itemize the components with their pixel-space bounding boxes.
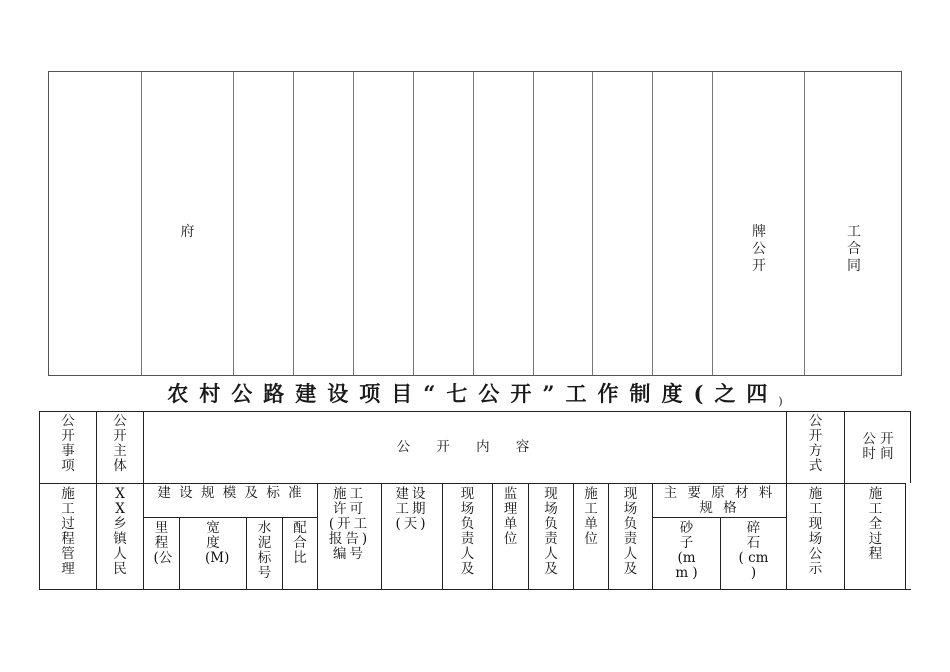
header-subject: 公开主体 [96, 411, 143, 483]
lower-table-right-border [905, 483, 906, 590]
row-construction-unit: 施工单位 [573, 483, 608, 590]
material-title: 主 要 原 材 料 规 格 [652, 483, 786, 517]
row-method: 施工现场公示 [786, 483, 844, 590]
header-time: 公 开 时 间 [844, 411, 911, 483]
upper-col-1 [49, 72, 141, 375]
title-main: 农村公路建设项目“七公开”工作制度(之四 [167, 381, 779, 406]
upper-col-9 [592, 72, 652, 375]
upper-col-2-text: 府 [180, 224, 195, 240]
upper-col-6 [413, 72, 473, 375]
upper-col-11-text: 牌公开 [752, 224, 766, 274]
title-tail: ) [778, 395, 783, 408]
upper-col-12-text: 工合同 [847, 224, 861, 274]
scale-mix: 配合比 [282, 517, 317, 590]
row-site-person-1: 现场负责人及 [442, 483, 492, 590]
row-period: 建设工期(天) [381, 483, 442, 590]
row-subject: XX乡镇人民 [96, 483, 143, 590]
upper-col-8 [533, 72, 592, 375]
upper-col-7 [473, 72, 533, 375]
row-permit: 施工许可(开工报告)编号 [317, 483, 381, 590]
scale-mileage: 里程(公 [143, 517, 179, 590]
material-sand: 砂 子 (m m ) [652, 517, 720, 590]
upper-col-12 [804, 72, 902, 375]
row-site-person-2: 现场负责人及 [528, 483, 573, 590]
upper-col-2 [141, 72, 233, 375]
row-supervision: 监理单位 [492, 483, 528, 590]
row-site-person-3: 现场负责人及 [608, 483, 652, 590]
upper-col-11 [712, 72, 804, 375]
row-item: 施工过程管理 [39, 483, 96, 590]
material-gravel: 碎 石 ( cm ) [720, 517, 786, 590]
upper-col-3 [233, 72, 293, 375]
header-method: 公开方式 [786, 411, 844, 483]
scale-cement: 水泥标号 [246, 517, 282, 590]
header-content: 公 开 内 容 [143, 411, 786, 483]
document-title [0, 378, 950, 408]
upper-col-5 [353, 72, 413, 375]
upper-col-10 [652, 72, 712, 375]
scale-title: 建 设 规 模 及 标 准 [143, 483, 317, 517]
upper-col-4 [293, 72, 353, 375]
upper-table [48, 71, 902, 376]
lower-table [39, 411, 911, 590]
header-right-border [910, 411, 911, 483]
row-time: 施工全过程 [844, 483, 906, 590]
lower-table-bottom-border [39, 589, 911, 590]
scale-width: 宽度(M) [179, 517, 246, 590]
header-item: 公开事项 [39, 411, 96, 483]
